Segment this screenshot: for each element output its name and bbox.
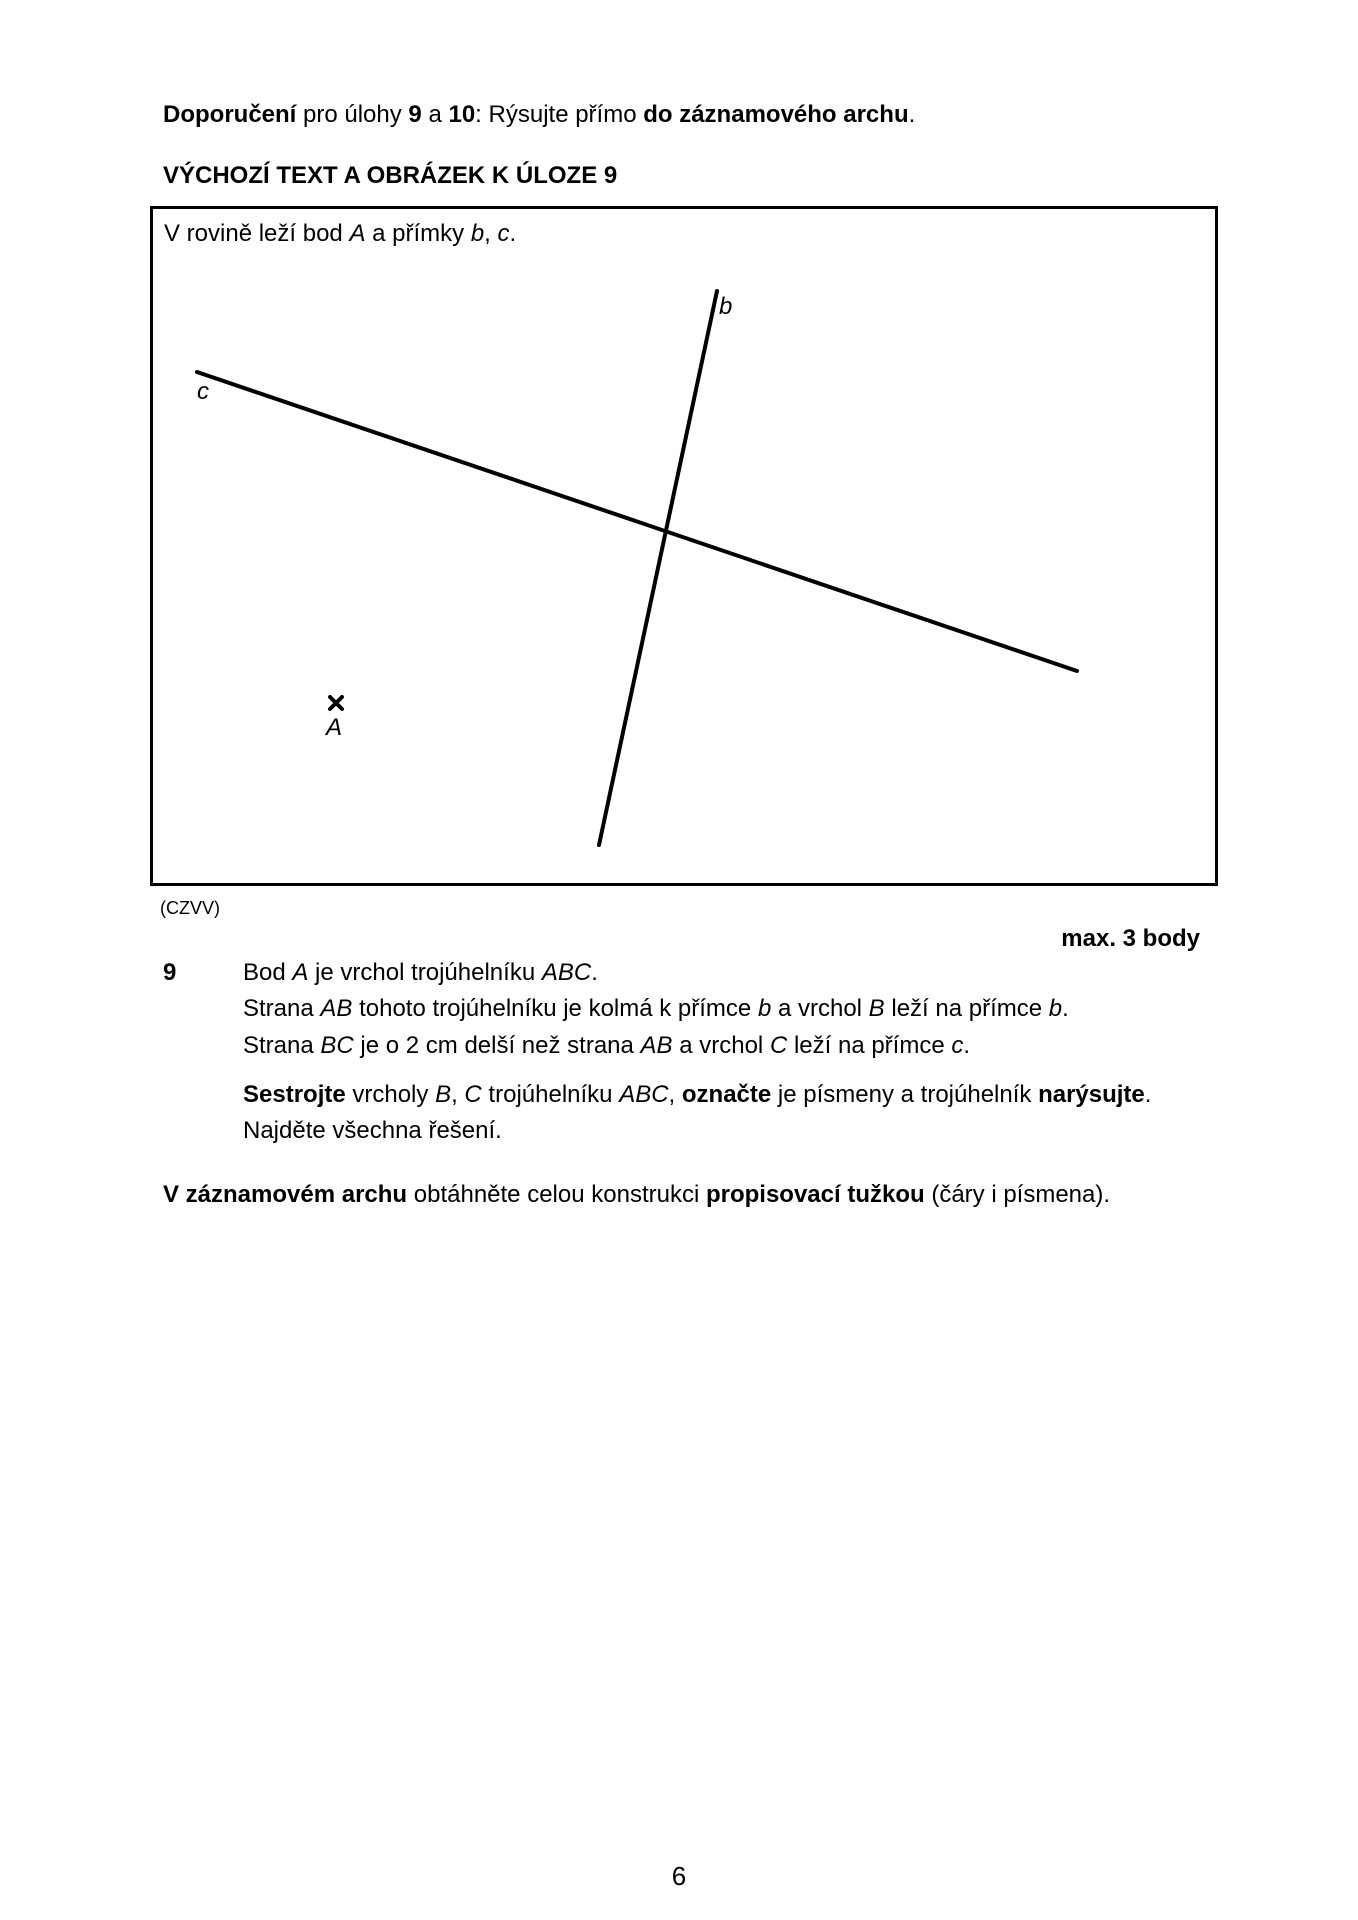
text-segment: C — [464, 1081, 482, 1108]
text-segment: a vrchol — [672, 1032, 770, 1059]
text-segment: Strana — [243, 1032, 321, 1059]
task-ref-10: 10 — [448, 101, 476, 128]
task-line-5 — [243, 1116, 502, 1146]
text-segment: obtáhněte celou konstrukci — [407, 1181, 706, 1208]
text-segment: C — [769, 1032, 788, 1059]
text-segment: . — [1062, 995, 1069, 1022]
recommendation-text: a — [421, 101, 449, 128]
text-segment: narýsujte — [1038, 1081, 1145, 1108]
text-segment: Bod — [243, 959, 293, 986]
text-segment: (čáry i písmena). — [924, 1181, 1111, 1208]
page-number: 6 — [671, 1861, 687, 1891]
text-segment: Sestrojte — [243, 1081, 346, 1108]
caption-point-a: A — [349, 220, 366, 247]
text-segment: a vrchol — [771, 995, 869, 1022]
label-b: b — [719, 293, 733, 320]
recommendation-emphasis: do záznamového archu — [643, 101, 909, 128]
text-segment: b — [1048, 995, 1063, 1022]
text-segment: AB — [320, 995, 353, 1022]
text-segment: V záznamovém archu — [163, 1181, 408, 1208]
text-segment: b — [757, 995, 772, 1022]
text-segment: Najděte všechna řešení. — [243, 1117, 502, 1144]
recommendation-label: Doporučení — [163, 101, 297, 128]
text-segment: B — [868, 995, 885, 1022]
figure-box — [150, 206, 1218, 886]
label-a: A — [326, 714, 343, 741]
text-segment: c — [951, 1032, 964, 1059]
text-segment: je vrchol trojúhelníku — [308, 959, 542, 986]
text-segment: . — [963, 1032, 971, 1059]
task-line-3 — [243, 1031, 970, 1061]
text-segment: ABC — [619, 1081, 669, 1108]
max-points — [1061, 924, 1200, 954]
text-segment: trojúhelníku — [481, 1081, 620, 1108]
text-segment: . — [591, 959, 598, 986]
task-line-2 — [243, 994, 1069, 1024]
label-c: c — [197, 378, 209, 405]
text-segment: vrcholy — [345, 1081, 436, 1108]
task-line-1 — [243, 958, 598, 988]
recommendation-line — [163, 100, 915, 130]
text-segment: ABC — [541, 959, 592, 986]
task-line-4 — [243, 1080, 1151, 1110]
text-segment: AB — [640, 1032, 673, 1059]
point-a-marker — [330, 697, 342, 709]
text-segment: leží na přímce — [884, 995, 1049, 1022]
task-number-text: 9 — [163, 959, 177, 986]
caption-line-c: c — [497, 220, 510, 247]
text-segment: označte — [681, 1081, 772, 1108]
recommendation-text: : Rýsujte přímo — [475, 101, 644, 128]
max-points-text: max. 3 body — [1061, 925, 1200, 952]
caption-line-b: b — [470, 220, 485, 247]
text-segment: je písmeny a trojúhelník — [771, 1081, 1039, 1108]
text-segment: je o 2 cm delší než strana — [353, 1032, 641, 1059]
text-segment: B — [435, 1081, 452, 1108]
text-segment: . — [1144, 1081, 1152, 1108]
caption-text: a přímky — [365, 220, 471, 247]
text-segment: , — [668, 1081, 682, 1108]
caption-text: V rovině leží bod — [164, 220, 350, 247]
task-number — [163, 958, 176, 988]
text-segment: A — [292, 959, 309, 986]
recommendation-text: . — [908, 101, 916, 128]
caption-text: , — [484, 220, 498, 247]
text-segment: BC — [320, 1032, 354, 1059]
line-c — [197, 372, 1077, 671]
recommendation-text: pro úlohy — [296, 101, 409, 128]
source-label: (CZVV) — [160, 898, 220, 918]
final-note — [163, 1180, 1110, 1210]
intro-heading: VÝCHOZÍ TEXT A OBRÁZEK K ÚLOZE 9 — [163, 162, 618, 189]
task-ref-9: 9 — [408, 101, 422, 128]
geometry-figure — [153, 209, 1215, 883]
text-segment: , — [451, 1081, 465, 1108]
line-b — [599, 291, 717, 845]
caption-text: . — [509, 220, 517, 247]
text-segment: leží na přímce — [787, 1032, 952, 1059]
text-segment: propisovací tužkou — [705, 1181, 925, 1208]
text-segment: Strana — [243, 995, 321, 1022]
text-segment: tohoto trojúhelníku je kolmá k přímce — [352, 995, 758, 1022]
